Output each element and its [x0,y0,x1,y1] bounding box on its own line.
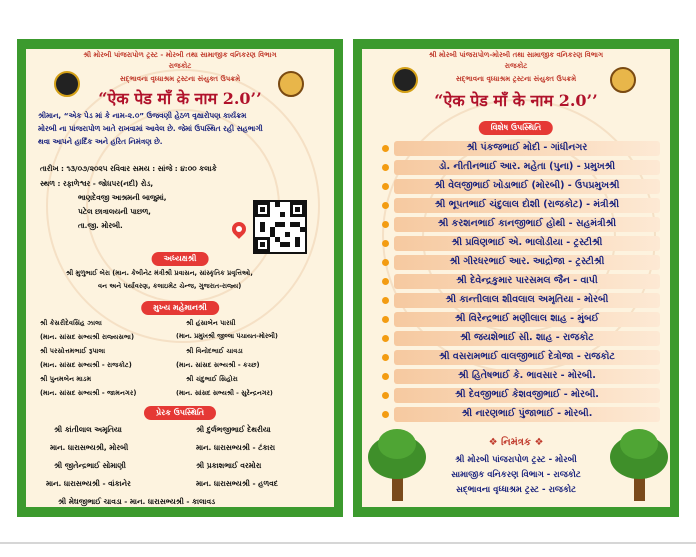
intro-line-1: શ્રીમાન, “એક પેડ માં કે નામ-૨.૦” ઉજવણી હેઠળ વૃક્ષારોપણ કાર્યક્રમ [38,111,247,120]
header-line-3: સદ્ભાવના વૃધ્ધાશ્રમ ટ્રસ્ટના સંયુક્ત ઉપક્રમે [455,75,577,83]
list-item: શ્રી વસરામભાઈ વાલજીભાઈ દેત્રોજા - રાજકોટ [382,350,660,365]
special-presence-heading: વિશેષ ઉપસ્થિતિ [479,121,553,135]
list-item: શ્રી પંકજભાઈ મોદી - ગાંધીનગર [382,141,660,156]
qr-code-icon[interactable] [253,200,307,254]
list-item: શ્રી દેવજીભાઈ કેશવજીભાઈ - મોરબી. [382,388,660,403]
bullet-icon [382,354,389,361]
host-line-2: સામાજીક વનિકરણ વિભાગ - રાજકોટ [451,470,581,480]
card-left-inner [26,49,334,507]
event-title: “ऐक पेड माँ के नाम 2.0’’ [98,89,262,108]
bullet-icon [382,240,389,247]
venue-line-2: ભાણદેવજી આશ્રમની બાજુમાં, [78,193,167,202]
invitation-card-right [353,39,679,517]
bullet-icon [382,278,389,285]
venue-line-1: સ્થળ : રફાળેશ્વર - જોધપર(નદી) રોડ, [40,179,154,188]
nimantrak-heading: ❖ નિમંત્રક ❖ [488,437,544,448]
list-item: શ્રી ગીરધરભાઈ આર. આદ્રોજા - ટ્રસ્ટીશ્રી [382,255,660,270]
prerak-row-1-right: શ્રી દુર્લભજીભાઈ દેથરીયા [196,425,271,434]
event-title: “ऐक पेड माँ के नाम 2.0’’ [434,91,598,110]
list-item: શ્રી નારણભાઈ પુંજાભાઈ - મોરબી. [382,407,660,422]
event-date-time: તારીખ : ૧૩/૦૭/૨૦૨૫ રવિવાર સમય : સાંજે : ૪:૦૦ કલાકે [40,164,217,173]
prerak-row-3-right: શ્રી પ્રકાશભાઈ વરમોરા [196,461,262,470]
page-divider [0,542,696,544]
prerak-row-3-left: શ્રી જીતેન્દ્રભાઈ સોમાણી [54,461,126,470]
guest-left-1-role: (માન. સાંસદ સભ્યશ્રી રાજ્યસભા) [40,333,135,341]
bullet-icon [382,297,389,304]
header-line-1: શ્રી મોરબી પાંજરાપોળ ટ્રસ્ટ - મોરબી તથા સામાજીક વનિકરણ વિભાગ [83,51,277,59]
list-item: શ્રી કાન્તીલાલ શીવલાલ અમૃતિયા - મોરબી [382,293,660,308]
adhyaksh-line-2: વન અને પર્યાવરણ, કલાઇમેટ ચેન્જ, ગુજરાત-રાજ્ય) [98,282,242,290]
adhyaksh-line-1: શ્રી મુળુભાઈ બેરા (માન. કેબીનેટ મંત્રીશ્રી પ્રવાસન, સાંસ્કૃતિક પ્રવૃત્તિઓ, [66,269,253,277]
list-item: શ્રી દેવેન્દ્રકુમાર પારસમલ જૈન - વાપી [382,274,660,289]
bullet-icon [382,411,389,418]
list-item: શ્રી પ્રવિણભાઈ એ. ભાલોડીયા - ટ્રસ્ટીશ્રી [382,236,660,251]
guest-right-1-role: (માન. પ્રમુખશ્રી જીલ્લા પંચાયત-મોરબી) [176,333,278,340]
prerak-row-2-left: માન. ધારાસભ્યશ્રી, મોરબી [50,443,129,452]
guest-left-3-name: શ્રી પુનમબેન માડમ [40,375,92,383]
list-item: શ્રી જયશેભાઈ સી. શાહ - રાજકોટ [382,331,660,346]
prerak-last-line: શ્રી મેઘજીભાઈ ચાવડા - માન. ધારાસભ્યશ્રી - કાલાવડ [58,497,216,506]
bullet-icon [382,335,389,342]
list-item: શ્રી વિરેન્દ્રભાઈ મણીલાલ શાહ - મુંબઈ [382,312,660,327]
bullet-icon [382,373,389,380]
invitation-card-left [17,39,343,517]
bullet-icon [382,259,389,266]
guest-right-3-role: (માન. સાંસદ સભ્યશ્રી - સુરેન્દ્રનગર) [176,389,273,397]
header-line-3: સદ્ભાવના વૃધ્ધાશ્રમ ટ્રસ્ટના સંયુક્ત ઉપક્રમે [119,75,241,83]
header-line-1: શ્રી મોરબી પાંજરાપોળ-મોરબી તથા સામાજીક વનિકરણ વિભાગ [428,51,604,59]
bullet-icon [382,392,389,399]
list-item: શ્રી ભૂપતભાઈ ચંદુલાલ દોશી (રાજકોટ) - મંત્રીશ્રી [382,198,660,213]
venue-line-4: તા.જી. મોરબી. [78,221,123,230]
list-item: ડો. નીતીનભાઈ આર. મહેતા (પુના) - પ્રમુખશ્રી [382,160,660,175]
header-line-2: રાજકોટ [168,62,192,70]
list-item: શ્રી કરશનભાઈ કાનજીભાઈ હોથી - સહમંત્રીશ્રી [382,217,660,232]
guest-left-2-name: શ્રી પરસોત્તમભાઈ રૂપાલા [40,347,106,355]
guest-right-2-name: શ્રી વિનોદભાઈ ચાવડા [186,347,243,355]
guest-left-1-name: શ્રી કેસરીદેવસિંહ ઝાલા [40,319,102,327]
bullet-icon [382,164,389,171]
bullet-icon [382,183,389,190]
venue-line-3: પટેલ છાત્રાલયની પાછળ, [78,207,151,216]
host-line-3: સદ્ભાવના વૃધ્ધાશ્રમ ટ્રસ્ટ - રાજકોટ [455,485,577,495]
chief-guests-heading: મુખ્ય મહેમાનશ્રી [141,301,219,315]
adhyaksh-heading: અધ્યક્ષશ્રી [152,252,209,266]
list-item: શ્રી વેલજીભાઈ ખોડાભાઈ (મોરબી) - ઉપપ્રમુખશ્રી [382,179,660,194]
guest-right-3-name: શ્રી ચંદુભાઈ સિહોરા [186,375,238,383]
prerak-row-1-left: શ્રી કાંતીલાલ અમૃતિયા [54,425,122,434]
guest-right-1-name: શ્રી હંસાબેન પારધી [186,319,236,327]
bullet-icon [382,316,389,323]
card-right-inner [362,49,670,507]
prerak-row-4-left: માન. ધારાસભ્યશ્રી - વાંકાનેર [46,479,131,488]
prerak-row-2-right: માન. ધારાસભ્યશ્રી - ટંકારા [196,443,276,452]
prerak-row-4-right: માન. ધારાસભ્યશ્રી - હળવદ [196,479,278,488]
prerak-heading: પ્રેરક ઉપસ્થિતિ [144,406,216,420]
bullet-icon [382,145,389,152]
guest-left-2-role: (માન. સાંસદ સભ્યશ્રી - રાજકોટ) [40,361,132,369]
bullet-icon [382,221,389,228]
guest-left-3-role: (માન. સાંસદ સભ્યશ્રી - જામનગર) [40,389,137,397]
list-item: શ્રી હિતેષભાઈ કે. ભાવસાર - મોરબી. [382,369,660,384]
intro-line-2: મોરબી ના પાંજરાપોળ ખાતે રાખવામાં આવેલ છે. જેમાં ઉપસ્થિત રહી સહભાગી [38,124,263,133]
header-line-2: રાજકોટ [504,62,528,70]
host-line-1: શ્રી મોરબી પાંજરાપોળ ટ્રસ્ટ - મોરબી [455,455,577,465]
guest-right-2-role: (માન. સાંસદ સભ્યશ્રી - કચ્છ) [176,361,260,369]
intro-line-3: થવા આપને હાર્દિક અને હરિત નિમંત્રણ છે. [38,137,163,146]
bullet-icon [382,202,389,209]
